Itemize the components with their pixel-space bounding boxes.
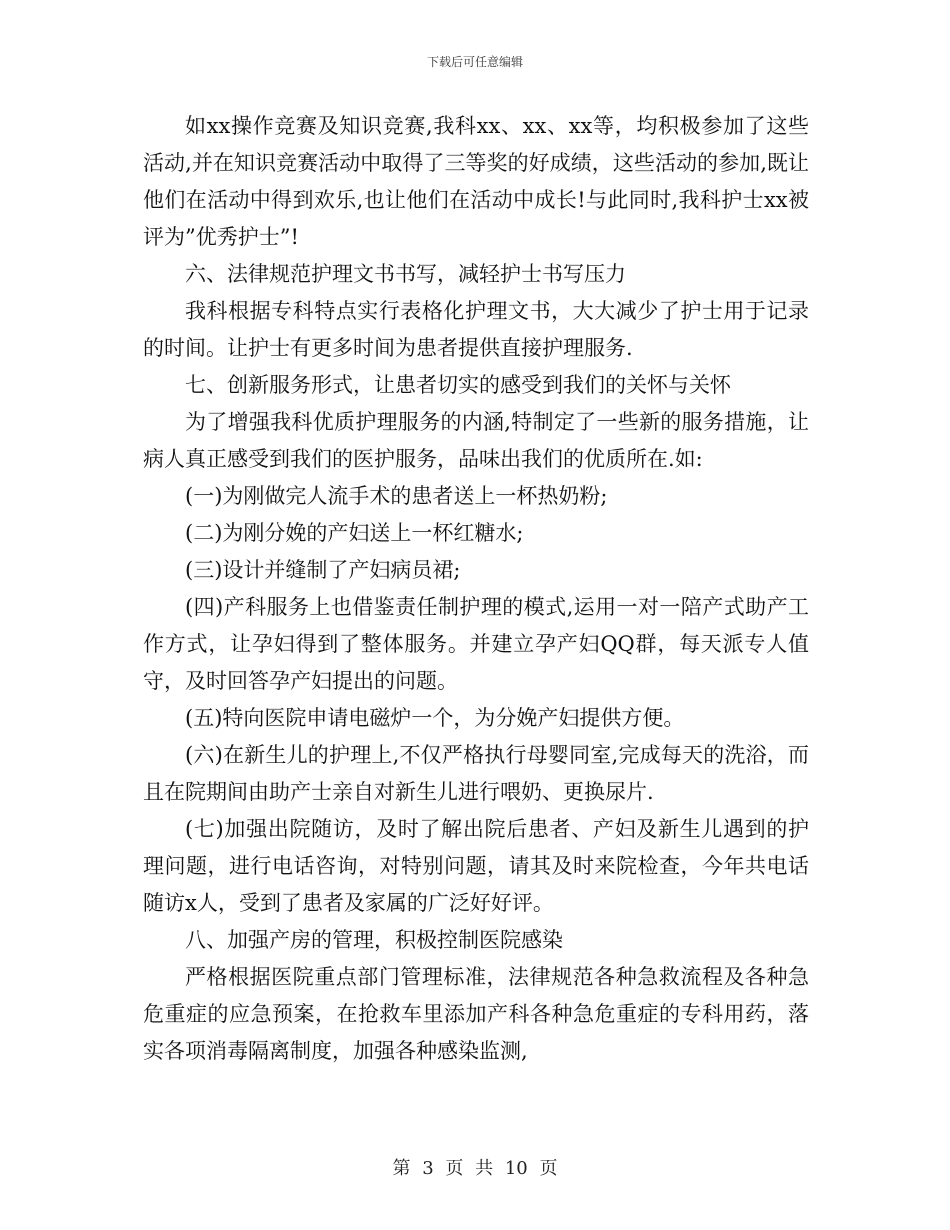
list-item: (七)加强出院随访，及时了解出院后患者、产妇及新生儿遇到的护理问题，进行电话咨询，对特别问题，请其及时来院检查，今年共电话随访x人，受到了患者及家属的广泛好好评。 <box>143 817 809 915</box>
list-item: (四)产科服务上也借鉴责任制护理的模式,运用一对一陪产式助产工作方式，让孕妇得到了整体服务。并建立孕产妇QQ群，每天派专人值守，及时回答孕产妇提出的问题。 <box>143 595 809 693</box>
list-item: (二)为刚分娩的产妇送上一杯红糖水; <box>185 521 524 545</box>
body-text <box>143 108 809 1070</box>
paragraph: 如xx操作竞赛及知识竞赛,我科xx、xx、xx等，均积极参加了这些活动,并在知识竞赛活动中取得了三等奖的好成绩，这些活动的参加,既让他们在活动中得到欢乐,也让他们在活动中成长!与此同时,我科护士xx被评为”优秀护士”! <box>143 114 809 249</box>
paragraph: 严格根据医院重点部门管理标准，法律规范各种急救流程及各种急危重症的应急预案，在抢救车里添加产科各种急危重症的专科用药，落实各项消毒隔离制度，加强各种感染监测, <box>143 965 809 1063</box>
list-item: (六)在新生儿的护理上,不仅严格执行母婴同室,完成每天的洗浴，而且在院期间由助产士亲自对新生儿进行喂奶、更换尿片. <box>143 743 809 804</box>
paragraph: 我科根据专科特点实行表格化护理文书，大大减少了护士用于记录的时间。让护士有更多时间为患者提供直接护理服务. <box>143 299 809 360</box>
section-heading: 八、加强产房的管理，积极控制医院感染 <box>185 928 563 952</box>
list-item: (三)设计并缝制了产妇病员裙; <box>185 558 461 582</box>
paragraph: 为了增强我科优质护理服务的内涵,特制定了一些新的服务措施，让病人真正感受到我们的医护服务，品味出我们的优质所在.如: <box>143 410 809 471</box>
list-item: (一)为刚做完人流手术的患者送上一杯热奶粉; <box>185 484 608 508</box>
list-item: (五)特向医院申请电磁炉一个，为分娩产妇提供方便。 <box>185 706 685 730</box>
section-heading: 六、法律规范护理文书书写，减轻护士书写压力 <box>185 262 626 286</box>
page-header: 下载后可任意编辑 <box>426 55 523 69</box>
section-heading: 七、创新服务形式，让患者切实的感受到我们的关怀与关怀 <box>185 373 731 397</box>
page-number: 第 3 页 共 10 页 <box>392 1158 558 1179</box>
